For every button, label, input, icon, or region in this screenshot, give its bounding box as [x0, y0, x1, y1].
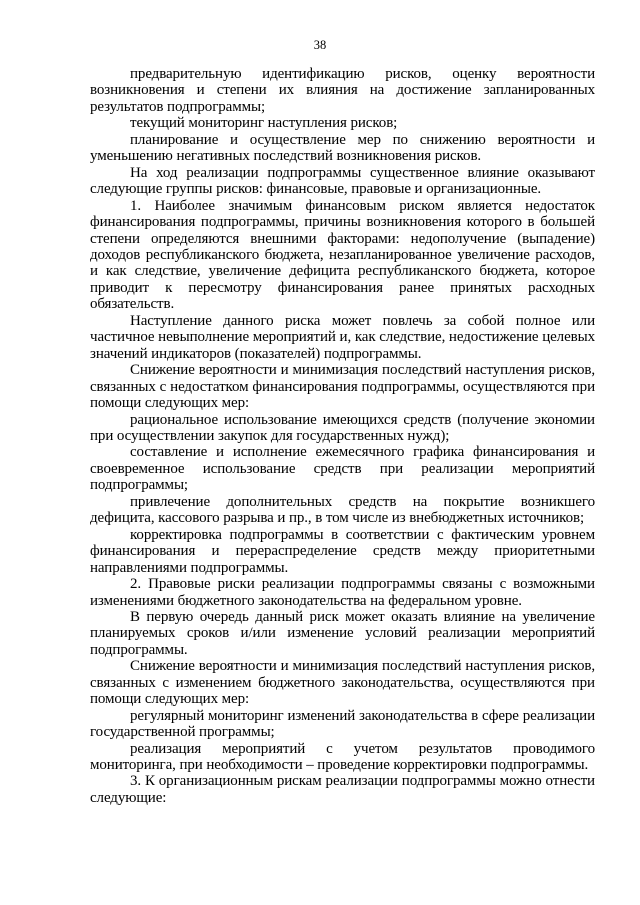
paragraph: Наступление данного риска может повлечь за собой полное или частичное невыполнение мероприятий и, как следствие, недостижение целевых значений индикаторов (показателей) подпрограммы.: [90, 312, 595, 362]
paragraph: предварительную идентификацию рисков, оценку вероятности возникновения и степени их влияния на достижение запланированных результатов подпрограммы;: [90, 66, 595, 115]
page-number: 38: [313, 38, 327, 52]
paragraph: Снижение вероятности и минимизация последствий наступления рисков, связанных с недостатком финансирования подпрограммы, осуществляются при помощи следующих мер:: [90, 362, 595, 412]
paragraph: регулярный мониторинг изменений законодательства в сфере реализации государственной программы;: [90, 707, 595, 741]
paragraph: реализация мероприятий с учетом результатов проводимого мониторинга, при необходимости – проведение корректировки подпрограммы.: [90, 740, 595, 774]
document-body: [90, 66, 595, 806]
paragraph: текущий мониторинг наступления рисков;: [130, 115, 398, 132]
paragraph: 2. Правовые риски реализации подпрограммы связаны с возможными изменениями бюджетного законодательства на федеральном уровне.: [90, 576, 595, 609]
paragraph: Снижение вероятности и минимизация последствий наступления рисков, связанных с изменением бюджетного законодательства, осуществляются при помощи следующих мер:: [90, 658, 595, 708]
paragraph: планирование и осуществление мер по снижению вероятности и уменьшению негативных последствий возникновения рисков.: [90, 131, 595, 165]
paragraph: привлечение дополнительных средств на покрытие возникшего дефицита, кассового разрыва и пр., в том числе из внебюджетных источников;: [90, 493, 595, 527]
paragraph: корректировка подпрограммы в соответствии с фактическим уровнем финансирования и перераспределение средств между приоритетными направлениями подпрограммы.: [90, 526, 595, 576]
paragraph: 1. Наиболее значимым финансовым риском является недостаток финансирования подпрограммы, причины возникновения которого в большей степени определяются внешними факторами: недополучение (выпадение) доходов республиканского бюджета, незапланированное увеличение расходов, и как следствие, увеличение дефицита республиканского бюджета, которое приводит к пересмотру финансирования ранее принятых расходных обязательств.: [90, 197, 595, 313]
paragraph: рациональное использование имеющихся средств (получение экономии при осуществлении закупок для государственных нужд);: [90, 411, 595, 444]
paragraph: В первую очередь данный риск может оказать влияние на увеличение планируемых сроков и/или изменение условий реализации мероприятий подпрограммы.: [90, 608, 595, 658]
paragraph: На ход реализации подпрограммы существенное влияние оказывают следующие группы рисков: финансовые, правовые и организационные.: [90, 164, 595, 198]
paragraph: составление и исполнение ежемесячного графика финансирования и своевременное использование средств при реализации мероприятий подпрограммы;: [90, 444, 595, 494]
paragraph: 3. К организационным рискам реализации подпрограммы можно отнести следующие:: [90, 773, 595, 806]
